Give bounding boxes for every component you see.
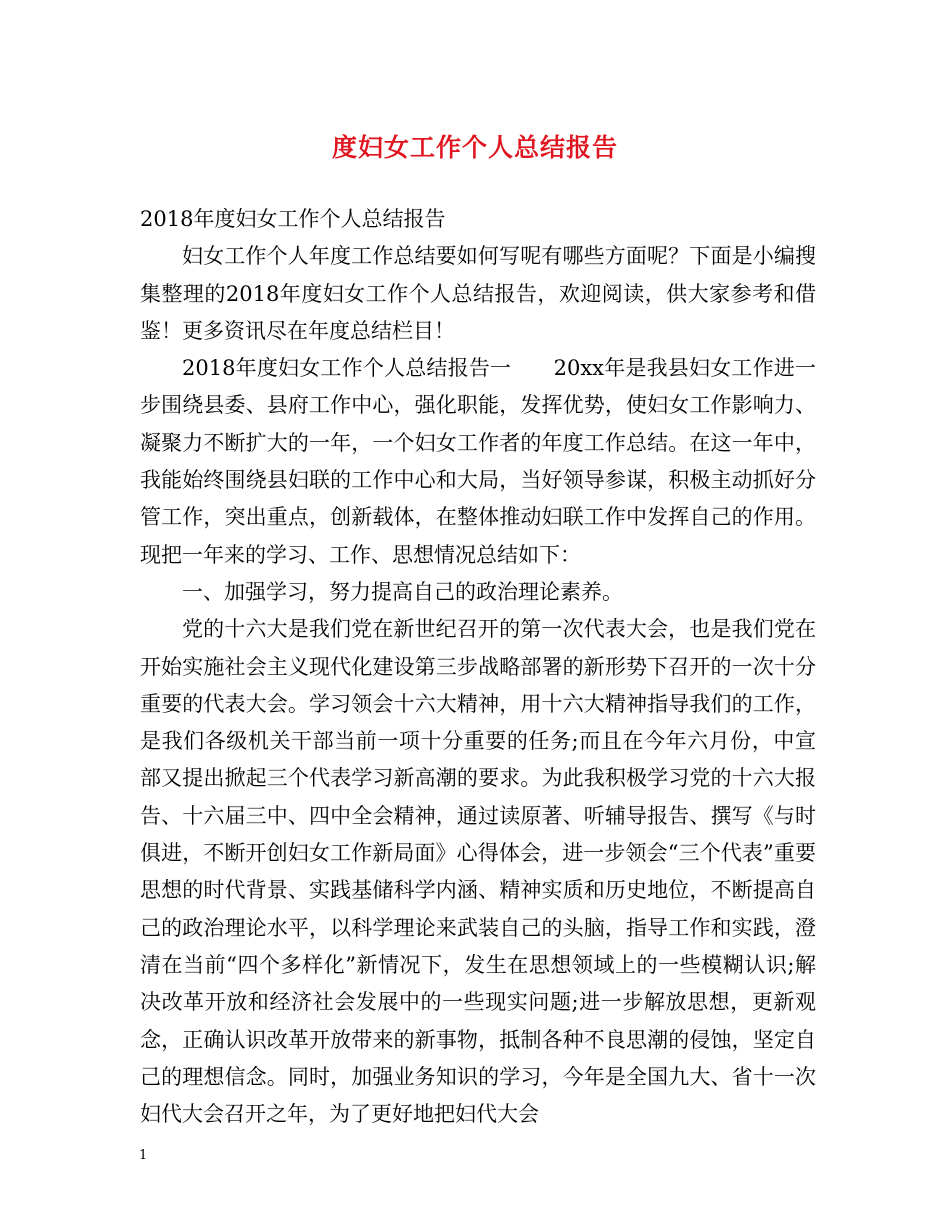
page-number: 1: [139, 1148, 148, 1163]
document-title: 度妇女工作个人总结报告: [331, 133, 618, 162]
section-heading-study: 一、加强学习，努力提高自己的政治理论素养。: [182, 579, 623, 604]
document-subtitle: 2018年度妇女工作个人总结报告: [140, 207, 446, 231]
paragraph-study: 党的十六大是我们党在新世纪召开的第一次代表大会，也是我们党在开始实施社会主义现代化建设第三步战略部署的新形势下召开的一次十分重要的代表大会。学习领会十六大精神，用十六大精神指导我们的工作，是我们各级机关干部当前一项十分重要的任务;而且在今年六月份，中宣部又提出掀起三个代表学习新高潮的要求。为此我积极学习党的十六大报告、十六届三中、四中全会精神，通过读原著、听辅导报告、撰写《与时俱进，不断开创妇女工作新局面》心得体会，进一步领会“三个代表”重要思想的时代背景、实践基储科学内涵、精神实质和历史地位，不断提高自己的政治理论水平，以科学理论来武装自己的头脑，指导工作和实践，澄清在当前“四个多样化”新情况下，发生在思想领域上的一些模糊认识;解决改革开放和经济社会发展中的一些现实问题;进一步解放思想，更新观念，正确认识改革开放带来的新事物，抵制各种不良思潮的侵蚀，坚定自己的理想信念。同时，加强业务知识的学习，今年是全国九大、省十一次妇代大会召开之年，为了更好地把妇代大会: [140, 617, 816, 1127]
document-body: [140, 201, 816, 1133]
paragraph-report-one: 2018年度妇女工作个人总结报告一 20xx年是我县妇女工作进一步围绕县委、县府工作中心，强化职能，发挥优势，使妇女工作影响力、凝聚力不断扩大的一年，一个妇女工作者的年度工作总结。在这一年中，我能始终围绕县妇联的工作中心和大局，当好领导参谋，积极主动抓好分管工作，突出重点，创新载体，在整体推动妇联工作中发挥自己的作用。现把一年来的学习、工作、思想情况总结如下：: [140, 356, 816, 567]
paragraph-intro: 妇女工作个人年度工作总结要如何写呢有哪些方面呢？下面是小编搜集整理的2018年度妇女工作个人总结报告，欢迎阅读，供大家参考和借鉴！更多资讯尽在年度总结栏目！: [140, 244, 816, 343]
